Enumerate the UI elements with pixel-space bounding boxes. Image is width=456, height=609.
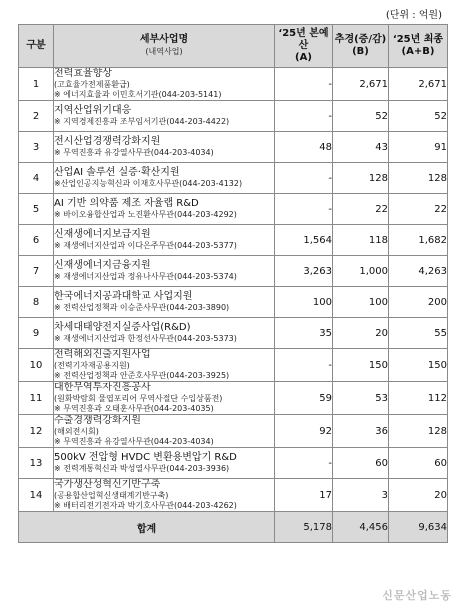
- project-note: ※ 전력계통혁신과 박성열사무관(044-203-3936): [54, 464, 230, 473]
- final-value: 1,682: [389, 225, 448, 256]
- total-label: 합계: [19, 512, 275, 543]
- watermark: 신문산업노동: [382, 589, 452, 602]
- budget-value: -: [275, 163, 333, 194]
- budget-value: 100: [275, 287, 333, 318]
- change-value: 22: [333, 194, 389, 225]
- budget-value: -: [275, 101, 333, 132]
- final-value: 128: [389, 415, 448, 448]
- unit-label: (단위 : 억원): [385, 10, 442, 21]
- project-note: ※ 배터리전기전자과 박기호사무관(044-203-4262): [54, 501, 237, 510]
- table-row: [19, 256, 448, 287]
- budget-value: 3,263: [275, 256, 333, 287]
- change-value: 100: [333, 287, 389, 318]
- project-cell: [54, 448, 275, 479]
- table-row: [19, 287, 448, 318]
- project-cell: [54, 101, 275, 132]
- project-note: ※ 전력산업정책과 안준호사무관(044-203-3925): [54, 371, 230, 380]
- final-value: 200: [389, 287, 448, 318]
- total-row: [19, 512, 448, 543]
- change-value: 128: [333, 163, 389, 194]
- budget-value: 35: [275, 318, 333, 349]
- project-name: 국가생산성혁신기반구축: [54, 479, 161, 490]
- project-name: 대한무역투자진흥공사: [54, 382, 151, 393]
- project-cell: [54, 479, 275, 512]
- table-row: [19, 68, 448, 101]
- row-number: 4: [19, 163, 54, 194]
- final-value: 2,671: [389, 68, 448, 101]
- project-name: 500kV 전압형 HVDC 변환용변압기 R&D: [54, 452, 237, 463]
- table-row: [19, 479, 448, 512]
- row-number: 1: [19, 68, 54, 101]
- header-project-sub: (내역사업): [145, 47, 183, 56]
- table-row: [19, 382, 448, 415]
- header-final: ‘25년 최종 (A+B): [389, 25, 448, 68]
- project-note: ※ 무역진흥과 오태훈사무관(044-203-4035): [54, 404, 214, 413]
- project-cell: [54, 349, 275, 382]
- budget-value: -: [275, 68, 333, 101]
- total-budget: 5,178: [275, 512, 333, 543]
- project-cell: [54, 318, 275, 349]
- row-number: 14: [19, 479, 54, 512]
- final-value: 20: [389, 479, 448, 512]
- project-note: ※ 바이오융합산업과 노진환사무관(044-203-4292): [54, 210, 237, 219]
- project-name: 전력해외진출지원사업: [54, 349, 151, 360]
- row-number: 10: [19, 349, 54, 382]
- project-name: 전력효율향상: [54, 68, 112, 79]
- header-project-title: 세부사업명: [139, 34, 189, 45]
- project-cell: [54, 68, 275, 101]
- budget-value: -: [275, 448, 333, 479]
- project-name: AI 기반 의약품 제조 자율랩 R&D: [54, 198, 199, 209]
- budget-value: -: [275, 349, 333, 382]
- project-note: ※ 무역진흥과 유강열사무관(044-203-4034): [54, 437, 214, 446]
- budget-value: 48: [275, 132, 333, 163]
- table-row: [19, 163, 448, 194]
- project-note: ※ 재생에너지산업과 이다은주무관(044-203-5377): [54, 241, 237, 250]
- project-cell: [54, 132, 275, 163]
- budget-value: 59: [275, 382, 333, 415]
- row-number: 9: [19, 318, 54, 349]
- change-value: 2,671: [333, 68, 389, 101]
- table-row: [19, 225, 448, 256]
- final-value: 112: [389, 382, 448, 415]
- table-row: [19, 448, 448, 479]
- table-row: [19, 101, 448, 132]
- row-number: 8: [19, 287, 54, 318]
- total-final: 9,634: [389, 512, 448, 543]
- table-row: [19, 132, 448, 163]
- budget-value: 92: [275, 415, 333, 448]
- project-name: 수출경쟁력강화지원: [54, 415, 141, 426]
- project-cell: [54, 194, 275, 225]
- project-name: 한국에너지공과대학교 사업지원: [54, 291, 193, 302]
- project-note: (해외전시회): [54, 427, 99, 436]
- project-note: ※ 재생에너지산업과 한정선사무관(044-203-5373): [54, 334, 237, 343]
- budget-value: 17: [275, 479, 333, 512]
- project-cell: [54, 225, 275, 256]
- project-note: (원화박람회 물엽포리어 무역사절단 수입상품전): [54, 394, 223, 403]
- budget-table: [18, 24, 448, 543]
- project-name: 전시산업경쟁력강화지원: [54, 136, 161, 147]
- change-value: 52: [333, 101, 389, 132]
- final-value: 4,263: [389, 256, 448, 287]
- project-name: 신재생에너지보급지원: [54, 229, 151, 240]
- project-name: 산업AI 솔루션 실증·확산지원: [54, 167, 180, 178]
- table-row: [19, 318, 448, 349]
- header-change: 추경(증/감) (B): [333, 25, 389, 68]
- total-change: 4,456: [333, 512, 389, 543]
- project-name: 신재생에너지금융지원: [54, 260, 151, 271]
- project-note: ※ 에너지효율과 이민호서기관(044-203-5141): [54, 90, 222, 99]
- row-number: 5: [19, 194, 54, 225]
- final-value: 91: [389, 132, 448, 163]
- project-cell: [54, 382, 275, 415]
- change-value: 20: [333, 318, 389, 349]
- project-cell: [54, 287, 275, 318]
- table-row: [19, 194, 448, 225]
- header-budget: ‘25년 본예 산 (A): [275, 25, 333, 68]
- project-note: (고효율가전제품환급): [54, 80, 130, 89]
- project-note: ※ 재생에너지산업과 정유나사무관(044-203-5374): [54, 272, 237, 281]
- row-number: 3: [19, 132, 54, 163]
- change-value: 1,000: [333, 256, 389, 287]
- final-value: 128: [389, 163, 448, 194]
- table-body: [19, 68, 448, 512]
- header-no: 구분: [19, 25, 54, 68]
- change-value: 53: [333, 382, 389, 415]
- change-value: 43: [333, 132, 389, 163]
- project-note: ※ 전력산업정책과 이승준사무관(044-203-3890): [54, 303, 230, 312]
- change-value: 150: [333, 349, 389, 382]
- project-note: (전력기자재공용지원): [54, 361, 130, 370]
- change-value: 36: [333, 415, 389, 448]
- project-name: 지역산업위기대응: [54, 105, 132, 116]
- row-number: 2: [19, 101, 54, 132]
- row-number: 7: [19, 256, 54, 287]
- budget-value: 1,564: [275, 225, 333, 256]
- project-note: ※ 지역경제진흥과 조부임서기관(044-203-4422): [54, 117, 230, 126]
- project-cell: [54, 415, 275, 448]
- budget-value: -: [275, 194, 333, 225]
- project-note: (공용합산업혁신생태계기반구축): [54, 491, 169, 500]
- table-header: [19, 25, 448, 68]
- final-value: 55: [389, 318, 448, 349]
- final-value: 52: [389, 101, 448, 132]
- project-cell: [54, 256, 275, 287]
- row-number: 12: [19, 415, 54, 448]
- project-note: ※산업인공지능혁신과 이재호사무관(044-203-4132): [54, 179, 243, 188]
- table-row: [19, 415, 448, 448]
- project-name: 차세대태양전지실증사업(R&D): [54, 322, 191, 333]
- header-project: [54, 25, 275, 68]
- final-value: 60: [389, 448, 448, 479]
- change-value: 3: [333, 479, 389, 512]
- project-note: ※ 무역진흥과 유강열사무관(044-203-4034): [54, 148, 214, 157]
- final-value: 150: [389, 349, 448, 382]
- table-row: [19, 349, 448, 382]
- project-cell: [54, 163, 275, 194]
- table-footer: [19, 512, 448, 543]
- row-number: 6: [19, 225, 54, 256]
- row-number: 11: [19, 382, 54, 415]
- change-value: 60: [333, 448, 389, 479]
- row-number: 13: [19, 448, 54, 479]
- change-value: 118: [333, 225, 389, 256]
- final-value: 22: [389, 194, 448, 225]
